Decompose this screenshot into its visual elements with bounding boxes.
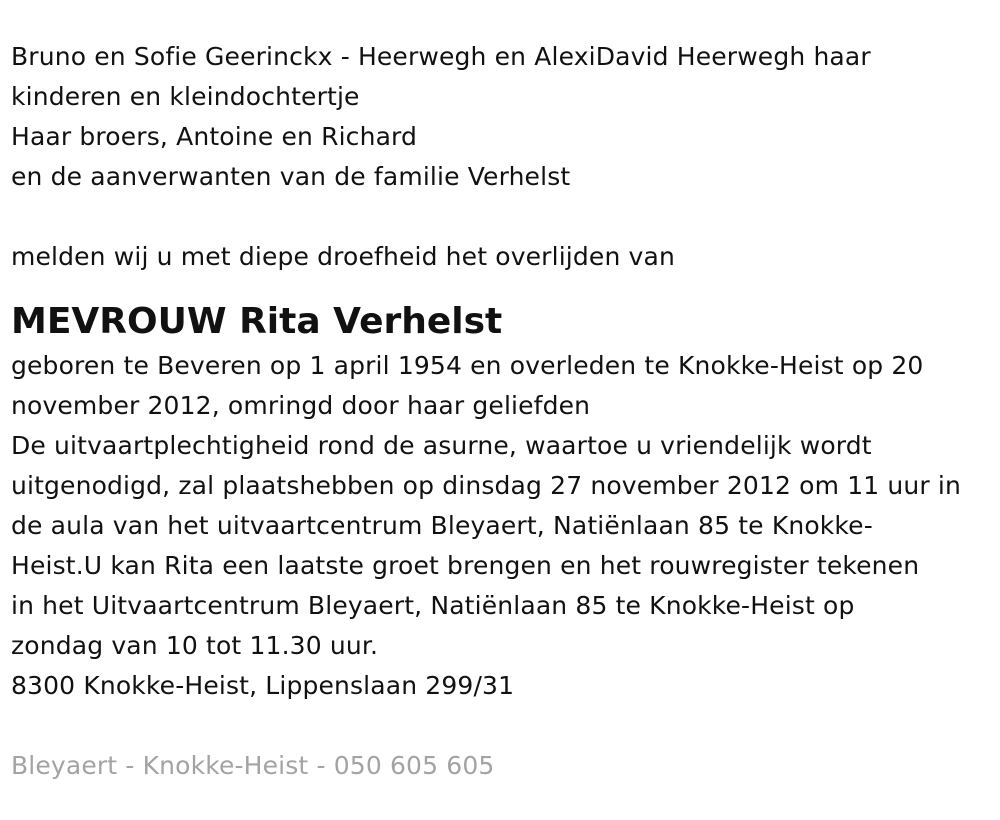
detail-line: zondag van 10 tot 11.30 uur. bbox=[11, 631, 379, 660]
family-section bbox=[11, 37, 990, 197]
details-section bbox=[11, 346, 990, 706]
family-line: en de aanverwanten van de familie Verhelst bbox=[11, 162, 571, 191]
detail-line: in het Uitvaartcentrum Bleyaert, Natiënlaan 85 te Knokke-Heist op bbox=[11, 591, 855, 620]
spacer bbox=[11, 197, 990, 237]
family-line: Bruno en Sofie Geerinckx - Heerwegh en AlexiDavid Heerwegh haar bbox=[11, 42, 871, 71]
family-line: Haar broers, Antoine en Richard bbox=[11, 122, 418, 151]
detail-line: uitgenodigd, zal plaatshebben op dinsdag 27 november 2012 om 11 uur in bbox=[11, 471, 962, 500]
detail-line: de aula van het uitvaartcentrum Bleyaert, Natiënlaan 85 te Knokke- bbox=[11, 511, 873, 540]
spacer bbox=[11, 277, 990, 298]
spacer bbox=[11, 706, 990, 746]
detail-line: De uitvaartplechtigheid rond de asurne, waartoe u vriendelijk wordt bbox=[11, 431, 872, 460]
detail-line: geboren te Beveren op 1 april 1954 en overleden te Knokke-Heist op 20 bbox=[11, 351, 924, 380]
address-line: 8300 Knokke-Heist, Lippenslaan 299/31 bbox=[11, 671, 515, 700]
announcement-text: melden wij u met diepe droefheid het overlijden van bbox=[11, 242, 675, 271]
detail-line: november 2012, omringd door haar geliefden bbox=[11, 391, 591, 420]
funeral-home-footer: Bleyaert - Knokke-Heist - 050 605 605 bbox=[11, 751, 495, 780]
deceased-name: MEVROUW Rita Verhelst bbox=[11, 301, 503, 342]
detail-line: Heist.U kan Rita een laatste groet brengen en het rouwregister tekenen bbox=[11, 551, 920, 580]
family-line: kinderen en kleindochtertje bbox=[11, 82, 360, 111]
